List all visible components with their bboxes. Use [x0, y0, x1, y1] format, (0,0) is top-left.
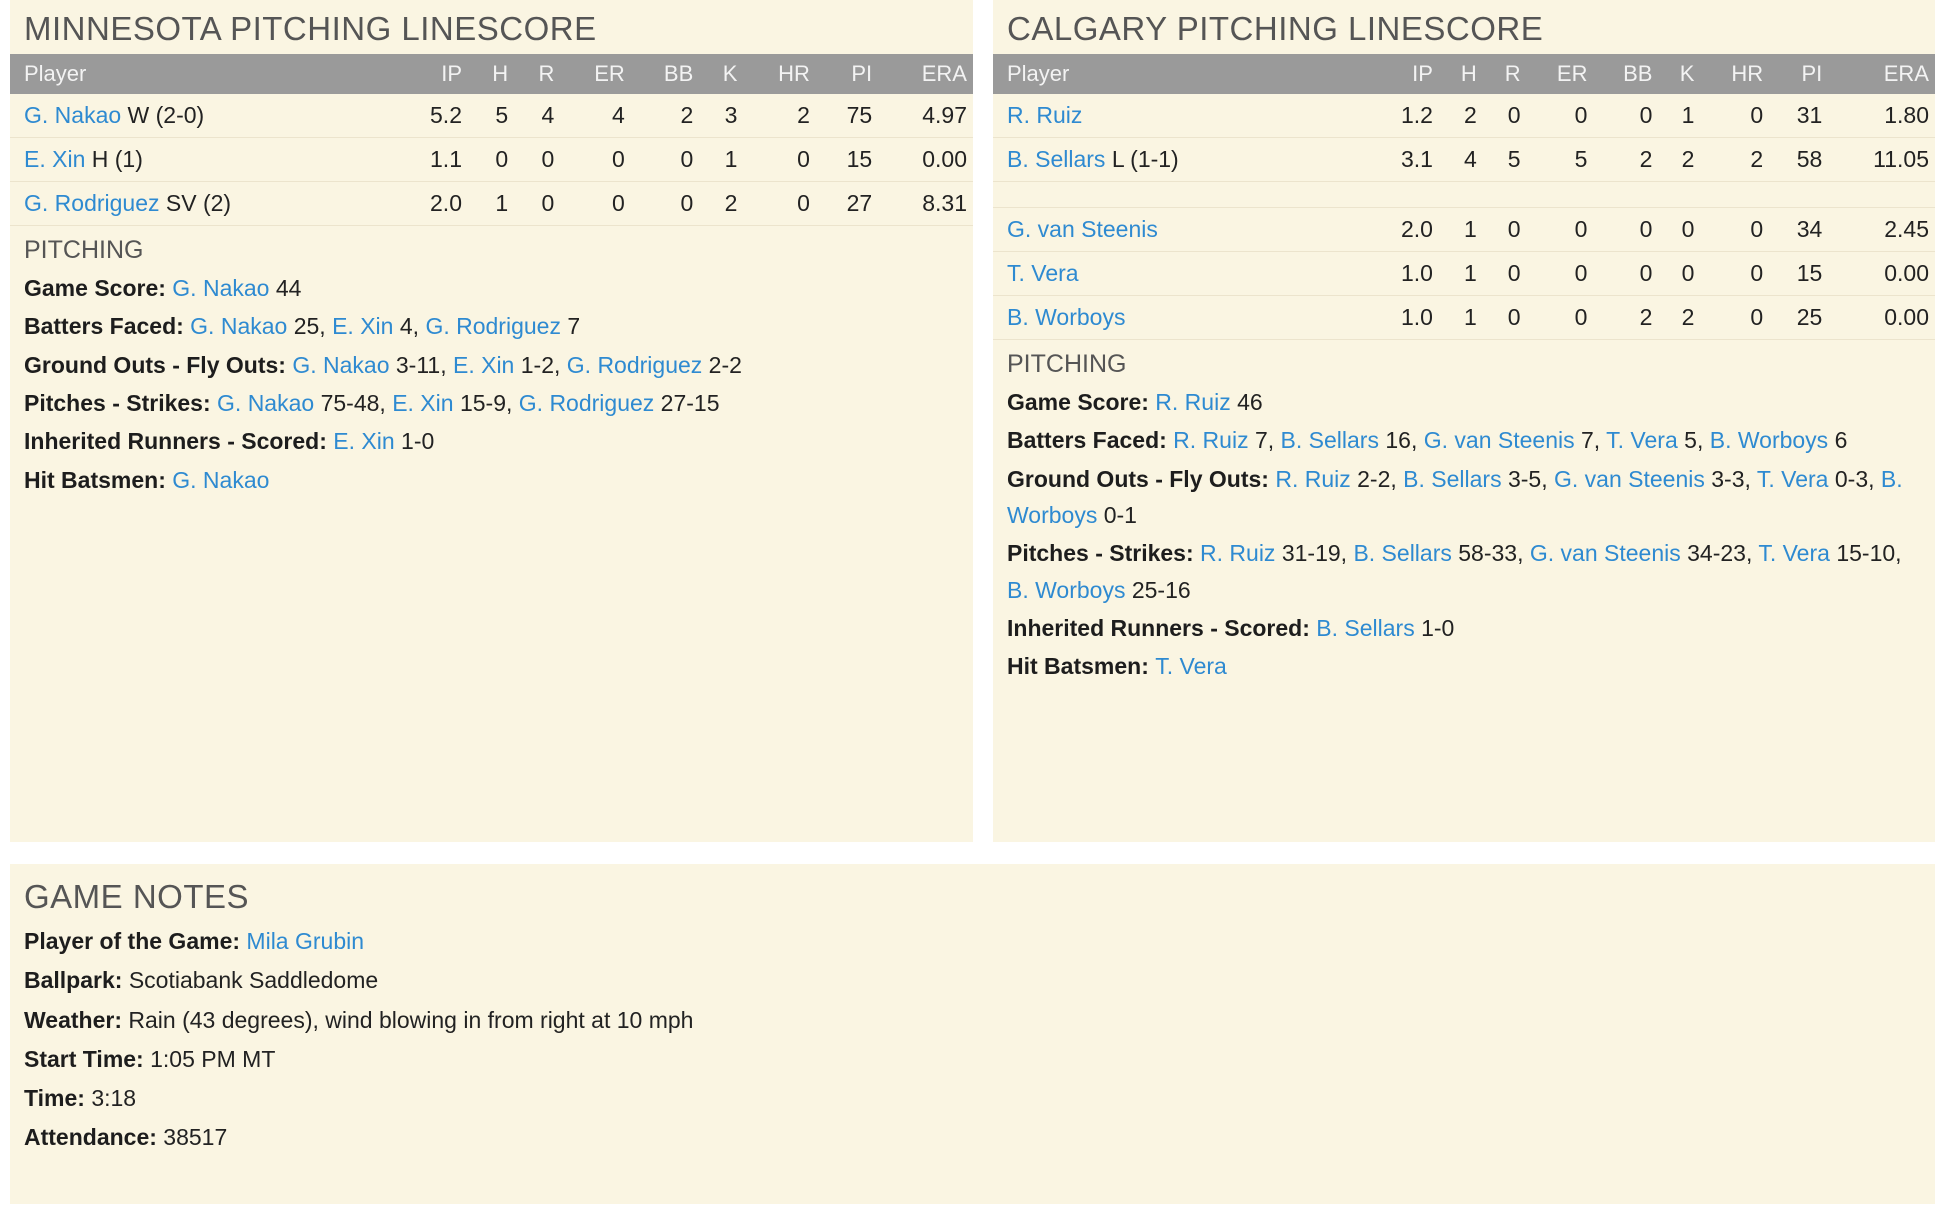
- stat-cell-hr: 0: [743, 182, 815, 226]
- player-link[interactable]: B. Sellars: [1280, 427, 1379, 454]
- table-row: [993, 252, 1935, 296]
- note-value: 25,: [287, 313, 333, 340]
- player-link[interactable]: Mila Grubin: [246, 928, 365, 954]
- player-link[interactable]: T. Vera: [1606, 427, 1678, 454]
- stat-cell-k: 3: [699, 94, 743, 138]
- stat-cell-k: 1: [1658, 94, 1700, 138]
- stat-cell-er: 0: [560, 138, 630, 182]
- note-value: 3-5,: [1501, 465, 1555, 492]
- stat-cell-r: 0: [1483, 252, 1527, 296]
- stat-cell-h: 1: [468, 182, 514, 226]
- note-label: Game Score:: [24, 275, 173, 301]
- stat-cell-bb: 2: [1593, 296, 1658, 340]
- pitching-notes: [993, 383, 1935, 686]
- game-notes-panel: [10, 864, 1935, 1204]
- stat-cell-ip: 2.0: [1370, 208, 1439, 252]
- player-link[interactable]: B. Worboys: [1007, 576, 1126, 603]
- note-value: 15-9,: [453, 389, 519, 416]
- table-row: [993, 94, 1935, 138]
- note-value: 6: [1828, 427, 1848, 454]
- table-header-row: [993, 54, 1935, 94]
- player-link[interactable]: E. Xin: [392, 389, 454, 416]
- stat-cell-h: 0: [468, 138, 514, 182]
- stat-cell-hr: 0: [1700, 296, 1769, 340]
- note-value: Scotiabank Saddledome: [128, 967, 379, 994]
- stat-cell-pi: 34: [1769, 208, 1828, 252]
- table-row: [993, 296, 1935, 340]
- stat-cell-pi: 25: [1769, 296, 1828, 340]
- stat-cell-r: 4: [514, 94, 560, 138]
- stat-cell-era: 2.45: [1828, 208, 1935, 252]
- note-value: 16,: [1378, 427, 1424, 454]
- pitcher-decision: H (1): [85, 146, 143, 172]
- game-notes-list: [10, 922, 1935, 1158]
- note-value: 27-15: [654, 389, 720, 416]
- note-label: Player of the Game:: [24, 928, 247, 954]
- stat-cell-hr: 0: [1700, 208, 1769, 252]
- stat-cell-k: 2: [1658, 296, 1700, 340]
- column-header-era: ERA: [878, 54, 973, 94]
- stat-cell-era: 11.05: [1828, 138, 1935, 182]
- note-line: [1007, 421, 1921, 459]
- note-line: [24, 422, 959, 460]
- note-value: 15-10,: [1829, 540, 1902, 567]
- stat-cell-er: 0: [1527, 252, 1594, 296]
- stat-cell-bb: 2: [631, 94, 699, 138]
- note-line: [1007, 460, 1921, 535]
- note-value: 0-1: [1097, 501, 1137, 528]
- stat-cell-bb: 0: [1593, 252, 1658, 296]
- pitcher-decision: L (1-1): [1105, 146, 1179, 172]
- stat-cell-er: 0: [1527, 208, 1594, 252]
- column-header-r: R: [1483, 54, 1527, 94]
- stat-cell-bb: 0: [631, 182, 699, 226]
- pitching-linescore-table: [993, 54, 1935, 340]
- player-link[interactable]: B. Sellars: [1403, 465, 1502, 492]
- stat-cell-hr: 0: [743, 138, 815, 182]
- player-link[interactable]: E. Xin: [452, 351, 515, 378]
- player-link[interactable]: E. Xin: [333, 428, 395, 455]
- table-body: [10, 94, 973, 226]
- note-value: 2-2,: [1350, 465, 1404, 492]
- game-note-line: [24, 1118, 1921, 1157]
- note-label: Batters Faced:: [1007, 427, 1174, 454]
- stat-cell-pi: 15: [1769, 252, 1828, 296]
- table-row: [10, 182, 973, 226]
- note-value: 4,: [393, 313, 426, 340]
- note-label: Hit Batsmen:: [1007, 653, 1156, 680]
- column-header-pi: PI: [1769, 54, 1828, 94]
- blank-row-cell: [993, 182, 1935, 208]
- stat-cell-pi: 15: [816, 138, 878, 182]
- note-line: [24, 269, 959, 307]
- table-body: [993, 94, 1935, 340]
- column-header-player: Player: [10, 54, 395, 94]
- stat-cell-r: 0: [1483, 94, 1527, 138]
- stat-cell-h: 5: [468, 94, 514, 138]
- player-link[interactable]: R. Ruiz: [1173, 427, 1249, 454]
- note-value: 44: [269, 275, 302, 301]
- calgary-pitching-panel: [993, 0, 1935, 842]
- note-line: [24, 346, 959, 384]
- stat-cell-k: 2: [1658, 138, 1700, 182]
- stat-cell-pi: 58: [1769, 138, 1828, 182]
- column-header-hr: HR: [743, 54, 815, 94]
- note-value: 3-11,: [389, 351, 453, 378]
- column-header-hr: HR: [1700, 54, 1769, 94]
- player-link[interactable]: T. Vera: [1007, 260, 1079, 286]
- stat-cell-h: 1: [1439, 252, 1483, 296]
- player-cell: [10, 138, 395, 182]
- note-label: Inherited Runners - Scored:: [1007, 614, 1317, 641]
- player-link[interactable]: B. Sellars: [1007, 146, 1106, 172]
- player-cell: [993, 252, 1370, 296]
- player-link[interactable]: G. van Steenis: [1423, 427, 1575, 454]
- column-header-er: ER: [560, 54, 630, 94]
- stat-cell-k: 2: [699, 182, 743, 226]
- table-row: [993, 138, 1935, 182]
- stat-cell-er: 0: [560, 182, 630, 226]
- stat-cell-r: 0: [514, 138, 560, 182]
- column-header-k: K: [1658, 54, 1700, 94]
- stat-cell-era: 0.00: [1828, 296, 1935, 340]
- table-row: [993, 182, 1935, 208]
- player-link[interactable]: G. Nakao: [24, 102, 122, 128]
- note-value: 1-0: [1414, 614, 1455, 641]
- stat-cell-pi: 75: [816, 94, 878, 138]
- column-header-h: H: [468, 54, 514, 94]
- table-row: [10, 138, 973, 182]
- stat-cell-r: 0: [514, 182, 560, 226]
- stat-cell-ip: 5.2: [395, 94, 468, 138]
- stat-cell-h: 1: [1439, 208, 1483, 252]
- stat-cell-era: 1.80: [1828, 94, 1935, 138]
- note-value: 7,: [1248, 427, 1281, 454]
- stat-cell-bb: 0: [1593, 208, 1658, 252]
- player-link[interactable]: G. Nakao: [217, 389, 315, 416]
- player-link[interactable]: G. van Steenis: [1007, 216, 1158, 242]
- player-link[interactable]: T. Vera: [1758, 540, 1830, 567]
- stat-cell-ip: 1.0: [1370, 296, 1439, 340]
- panel-title: CALGARY PITCHING LINESCORE: [1007, 10, 1544, 47]
- note-value: 75-48,: [314, 389, 393, 416]
- column-header-k: K: [699, 54, 743, 94]
- player-cell: [993, 94, 1370, 138]
- column-header-bb: BB: [1593, 54, 1658, 94]
- note-line: [1007, 647, 1921, 685]
- player-link[interactable]: E. Xin: [332, 313, 394, 340]
- stat-cell-r: 0: [1483, 296, 1527, 340]
- pitching-section-title: PITCHING: [24, 236, 144, 264]
- note-value: 58-33,: [1451, 540, 1530, 567]
- stat-cell-pi: 31: [1769, 94, 1828, 138]
- player-link[interactable]: E. Xin: [24, 146, 86, 172]
- stat-cell-k: 1: [699, 138, 743, 182]
- player-link[interactable]: G. Nakao: [172, 466, 270, 493]
- player-link[interactable]: G. Rodriguez: [24, 190, 160, 216]
- player-link[interactable]: B. Sellars: [1316, 614, 1415, 641]
- player-cell: [10, 182, 395, 226]
- note-value: 38517: [163, 1124, 228, 1151]
- game-notes-title: GAME NOTES: [24, 878, 250, 915]
- column-header-er: ER: [1527, 54, 1594, 94]
- note-label: Start Time:: [24, 1045, 151, 1072]
- player-link[interactable]: B. Worboys: [1007, 465, 1903, 528]
- player-link[interactable]: B. Worboys: [1007, 304, 1126, 330]
- stat-cell-h: 2: [1439, 94, 1483, 138]
- note-value: 25-16: [1125, 576, 1191, 603]
- column-header-ip: IP: [1370, 54, 1439, 94]
- note-line: [24, 307, 959, 345]
- stat-cell-hr: 0: [1700, 94, 1769, 138]
- stat-cell-hr: 0: [1700, 252, 1769, 296]
- stat-cell-r: 5: [1483, 138, 1527, 182]
- note-value: 5,: [1677, 427, 1710, 454]
- note-line: [1007, 383, 1921, 421]
- note-label: Pitches - Strikes:: [1007, 540, 1201, 567]
- stat-cell-ip: 3.1: [1370, 138, 1439, 182]
- stat-cell-bb: 0: [1593, 94, 1658, 138]
- stat-cell-k: 0: [1658, 252, 1700, 296]
- stat-cell-h: 4: [1439, 138, 1483, 182]
- note-label: Batters Faced:: [24, 313, 191, 340]
- game-note-line: [24, 922, 1921, 961]
- stat-cell-ip: 1.2: [1370, 94, 1439, 138]
- player-cell: [993, 138, 1370, 182]
- note-label: Ground Outs - Fly Outs:: [1007, 465, 1276, 492]
- note-value: 34-23,: [1680, 540, 1759, 567]
- player-link[interactable]: R. Ruiz: [1007, 102, 1083, 128]
- stat-cell-era: 0.00: [878, 138, 973, 182]
- pitcher-decision: SV (2): [159, 190, 232, 216]
- game-note-line: [24, 1040, 1921, 1079]
- note-value: 46: [1230, 389, 1263, 415]
- note-value: 0-3,: [1828, 465, 1881, 492]
- note-value: Rain (43 degrees), wind blowing in from right at 10 mph: [128, 1006, 694, 1033]
- column-header-h: H: [1439, 54, 1483, 94]
- table-header-row: [10, 54, 973, 94]
- note-value: 3:18: [91, 1085, 137, 1111]
- stat-cell-er: 4: [560, 94, 630, 138]
- pitching-linescore-table: [10, 54, 973, 226]
- column-header-ip: IP: [395, 54, 468, 94]
- note-value: 7,: [1574, 427, 1607, 454]
- column-header-era: ERA: [1828, 54, 1935, 94]
- stat-cell-r: 0: [1483, 208, 1527, 252]
- note-label: Hit Batsmen:: [24, 466, 173, 493]
- stat-cell-er: 0: [1527, 296, 1594, 340]
- stat-cell-hr: 2: [1700, 138, 1769, 182]
- stat-cell-bb: 2: [1593, 138, 1658, 182]
- player-link[interactable]: T. Vera: [1155, 653, 1227, 680]
- player-cell: [993, 296, 1370, 340]
- pitcher-decision: W (2-0): [121, 102, 205, 128]
- game-note-line: [24, 961, 1921, 1000]
- note-label: Inherited Runners - Scored:: [24, 428, 334, 455]
- column-header-player: Player: [993, 54, 1370, 94]
- player-link[interactable]: B. Sellars: [1353, 540, 1452, 567]
- note-label: Ballpark:: [24, 967, 129, 994]
- table-row: [993, 208, 1935, 252]
- stat-cell-k: 0: [1658, 208, 1700, 252]
- stat-cell-bb: 0: [631, 138, 699, 182]
- note-label: Pitches - Strikes:: [24, 389, 218, 416]
- player-link[interactable]: G. Nakao: [172, 275, 270, 301]
- panel-title: MINNESOTA PITCHING LINESCORE: [24, 10, 597, 47]
- stat-cell-ip: 2.0: [395, 182, 468, 226]
- pitching-section-title: PITCHING: [1007, 350, 1127, 378]
- note-value: 2-2: [702, 351, 742, 378]
- player-link[interactable]: B. Worboys: [1709, 427, 1829, 454]
- note-value: 7: [560, 313, 581, 340]
- table-row: [10, 94, 973, 138]
- player-link[interactable]: G. Rodriguez: [518, 389, 655, 416]
- player-link[interactable]: G. Rodriguez: [425, 313, 561, 340]
- player-link[interactable]: R. Ruiz: [1200, 540, 1276, 567]
- stat-cell-hr: 2: [743, 94, 815, 138]
- note-line: [1007, 534, 1921, 609]
- player-link[interactable]: T. Vera: [1756, 465, 1829, 492]
- player-link[interactable]: G. Nakao: [190, 313, 288, 340]
- note-value: 1-2,: [514, 351, 567, 378]
- player-cell: [993, 208, 1370, 252]
- note-value: 1-0: [394, 428, 435, 455]
- note-label: Weather:: [24, 1006, 129, 1033]
- player-link[interactable]: G. Nakao: [292, 351, 390, 378]
- note-value: 1:05 PM MT: [150, 1045, 276, 1072]
- column-header-pi: PI: [816, 54, 878, 94]
- note-line: [1007, 609, 1921, 647]
- column-header-bb: BB: [631, 54, 699, 94]
- note-line: [24, 461, 959, 499]
- stat-cell-pi: 27: [816, 182, 878, 226]
- table-header: [10, 54, 973, 94]
- stat-cell-era: 4.97: [878, 94, 973, 138]
- stat-cell-ip: 1.0: [1370, 252, 1439, 296]
- note-line: [24, 384, 959, 422]
- stat-cell-ip: 1.1: [395, 138, 468, 182]
- player-link[interactable]: G. Rodriguez: [566, 351, 703, 378]
- minnesota-pitching-panel: [10, 0, 973, 842]
- stat-cell-era: 0.00: [1828, 252, 1935, 296]
- stat-cell-er: 5: [1527, 138, 1594, 182]
- player-link[interactable]: R. Ruiz: [1155, 389, 1231, 415]
- stat-cell-h: 1: [1439, 296, 1483, 340]
- note-value: 31-19,: [1275, 540, 1354, 567]
- pitching-notes: [10, 269, 973, 499]
- note-value: 3-3,: [1704, 465, 1757, 492]
- stat-cell-er: 0: [1527, 94, 1594, 138]
- player-link[interactable]: G. van Steenis: [1554, 465, 1705, 492]
- player-cell: [10, 94, 395, 138]
- player-link[interactable]: R. Ruiz: [1275, 465, 1351, 492]
- stat-cell-era: 8.31: [878, 182, 973, 226]
- note-label: Attendance:: [24, 1124, 164, 1151]
- note-label: Ground Outs - Fly Outs:: [24, 351, 293, 378]
- note-label: Game Score:: [1007, 389, 1156, 415]
- column-header-r: R: [514, 54, 560, 94]
- table-header: [993, 54, 1935, 94]
- player-link[interactable]: G. van Steenis: [1529, 540, 1681, 567]
- note-label: Time:: [24, 1085, 92, 1111]
- game-note-line: [24, 1001, 1921, 1040]
- game-note-line: [24, 1079, 1921, 1118]
